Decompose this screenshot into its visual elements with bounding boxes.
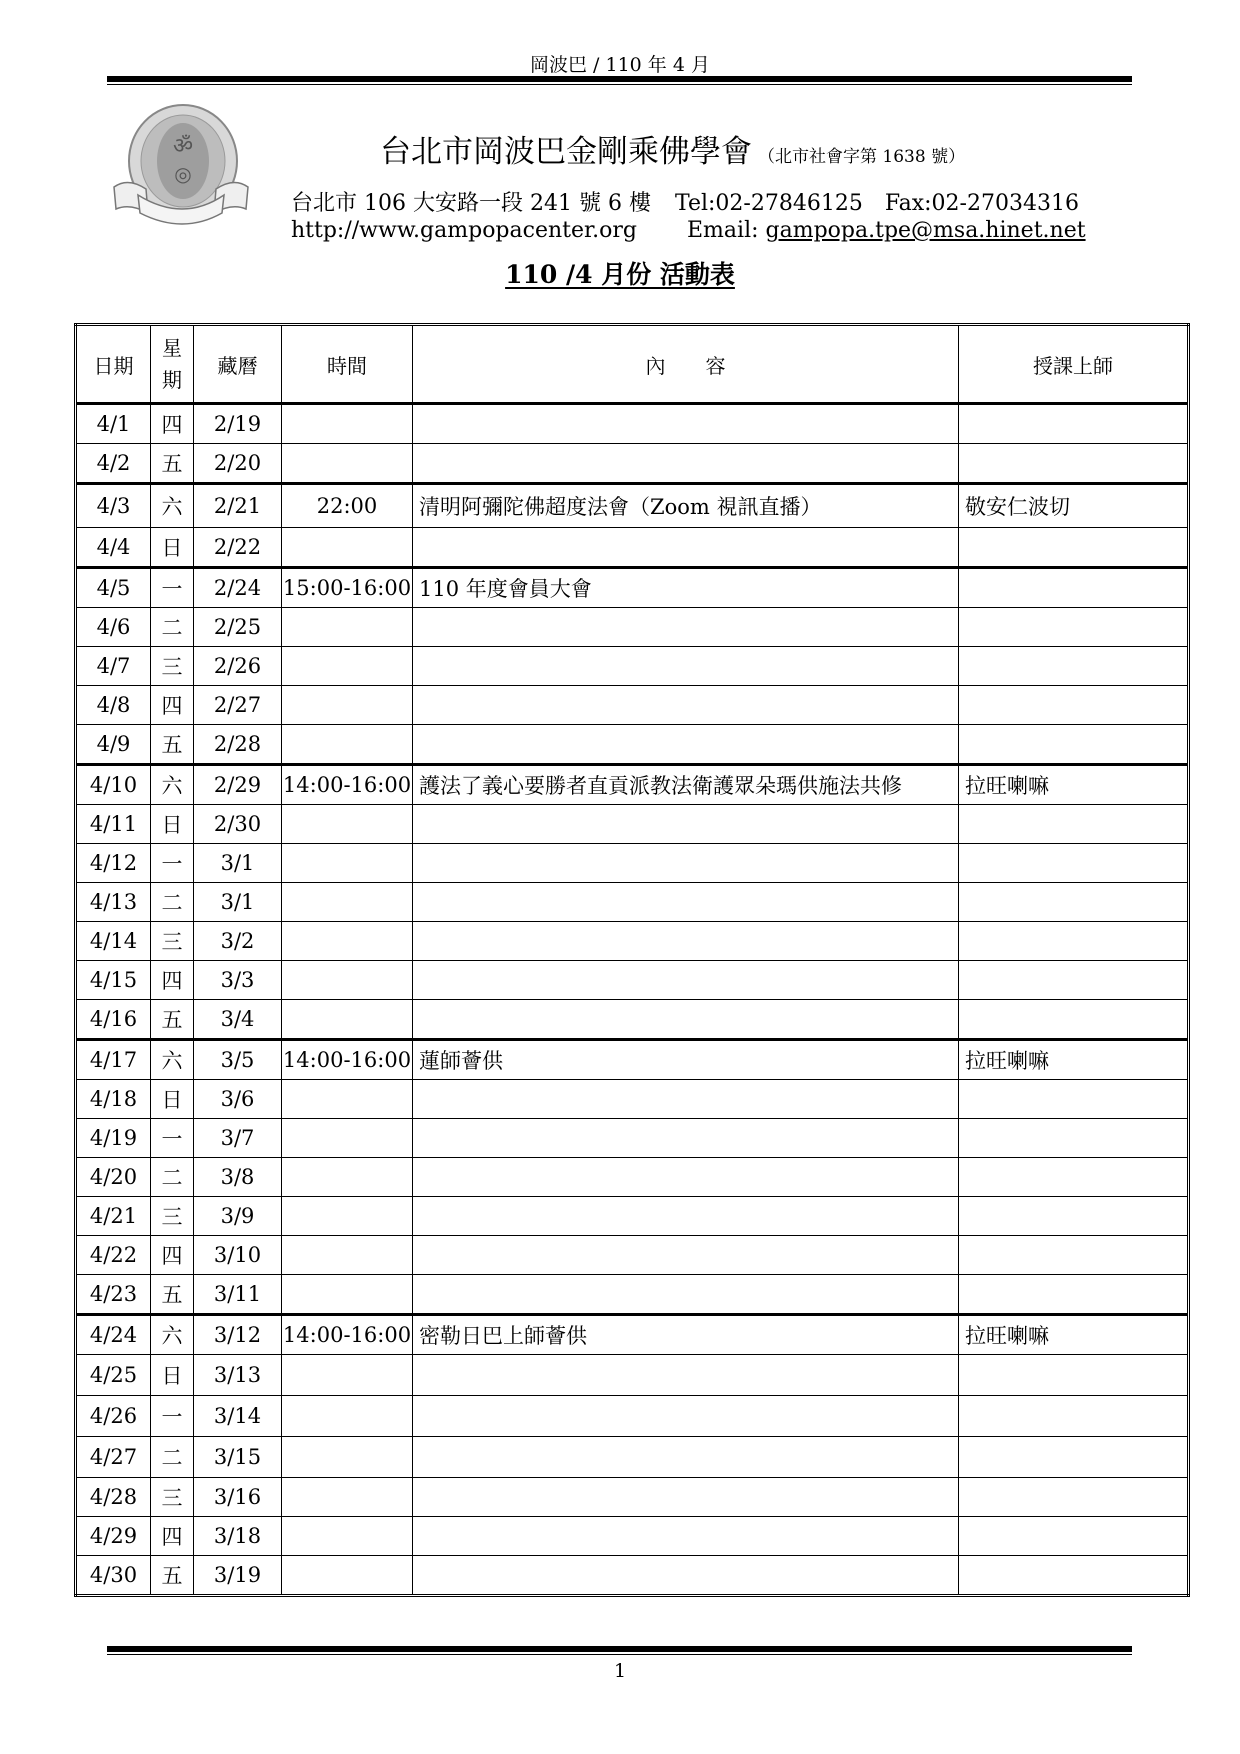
- cell-teacher: [959, 528, 1189, 568]
- table-row: [76, 961, 1189, 1000]
- header-tibetan-calendar: 藏曆: [194, 325, 282, 404]
- contact-line: [291, 186, 1079, 217]
- table-row: [76, 1000, 1189, 1040]
- cell-content: [413, 1478, 959, 1517]
- cell-weekday: 日: [151, 1355, 194, 1396]
- cell-time: [282, 1236, 413, 1275]
- header-time: 時間: [282, 325, 413, 404]
- table-row: [76, 1040, 1189, 1080]
- cell-teacher: [959, 1517, 1189, 1556]
- cell-tibetan: 3/6: [194, 1080, 282, 1119]
- table-row: [76, 1478, 1189, 1517]
- cell-date: 4/9: [76, 725, 151, 765]
- table-row: [76, 922, 1189, 961]
- cell-time: [282, 404, 413, 444]
- cell-time: [282, 1556, 413, 1596]
- schedule-title-text: 110 /4 月份 活動表: [505, 260, 735, 289]
- cell-time: [282, 647, 413, 686]
- cell-weekday: 四: [151, 404, 194, 444]
- cell-content: [413, 1437, 959, 1478]
- organization-name: [380, 126, 965, 171]
- cell-content: [413, 444, 959, 484]
- cell-teacher: [959, 961, 1189, 1000]
- cell-content: 密勒日巴上師薈供: [413, 1315, 959, 1355]
- cell-weekday: 四: [151, 1236, 194, 1275]
- header-weekday-bottom: 期: [162, 368, 182, 392]
- cell-date: 4/7: [76, 647, 151, 686]
- cell-content: [413, 1236, 959, 1275]
- cell-tibetan: 3/3: [194, 961, 282, 1000]
- cell-date: 4/19: [76, 1119, 151, 1158]
- cell-teacher: [959, 1080, 1189, 1119]
- cell-tibetan: 2/22: [194, 528, 282, 568]
- cell-date: 4/8: [76, 686, 151, 725]
- cell-weekday: 四: [151, 1517, 194, 1556]
- cell-teacher: [959, 1236, 1189, 1275]
- cell-teacher: [959, 647, 1189, 686]
- cell-time: 14:00-16:00: [282, 1040, 413, 1080]
- cell-tibetan: 3/2: [194, 922, 282, 961]
- cell-tibetan: 2/20: [194, 444, 282, 484]
- cell-date: 4/6: [76, 608, 151, 647]
- cell-date: 4/4: [76, 528, 151, 568]
- header-teacher: 授課上師: [959, 325, 1189, 404]
- table-row: [76, 883, 1189, 922]
- table-row: [76, 1119, 1189, 1158]
- cell-date: 4/11: [76, 805, 151, 844]
- cell-teacher: [959, 725, 1189, 765]
- cell-tibetan: 3/1: [194, 844, 282, 883]
- organization-name-text: 台北市岡波巴金剛乘佛學會: [380, 134, 752, 170]
- website-link[interactable]: http://www.gampopacenter.org: [291, 218, 637, 243]
- table-row: [76, 444, 1189, 484]
- cell-time: [282, 725, 413, 765]
- cell-tibetan: 2/28: [194, 725, 282, 765]
- cell-date: 4/23: [76, 1275, 151, 1315]
- cell-weekday: 五: [151, 725, 194, 765]
- cell-weekday: 一: [151, 844, 194, 883]
- cell-date: 4/13: [76, 883, 151, 922]
- cell-content: [413, 686, 959, 725]
- cell-tibetan: 3/9: [194, 1197, 282, 1236]
- cell-content: [413, 528, 959, 568]
- cell-weekday: 日: [151, 805, 194, 844]
- cell-content: [413, 1080, 959, 1119]
- table-row: [76, 1236, 1189, 1275]
- cell-content: [413, 725, 959, 765]
- cell-weekday: 二: [151, 883, 194, 922]
- cell-content: [413, 1556, 959, 1596]
- cell-weekday: 日: [151, 528, 194, 568]
- cell-content: [413, 1355, 959, 1396]
- cell-date: 4/24: [76, 1315, 151, 1355]
- table-row: [76, 1396, 1189, 1437]
- cell-weekday: 六: [151, 1315, 194, 1355]
- cell-time: [282, 1197, 413, 1236]
- cell-content: 護法了義心要勝者直貢派教法衛護眾朵瑪供施法共修: [413, 765, 959, 805]
- web-line: [291, 218, 1086, 243]
- table-header-row: [76, 325, 1189, 404]
- schedule-table: [74, 323, 1190, 1597]
- cell-tibetan: 3/18: [194, 1517, 282, 1556]
- cell-date: 4/14: [76, 922, 151, 961]
- cell-tibetan: 3/7: [194, 1119, 282, 1158]
- table-row: [76, 1275, 1189, 1315]
- cell-weekday: 五: [151, 444, 194, 484]
- table-row: [76, 686, 1189, 725]
- cell-time: [282, 1275, 413, 1315]
- cell-tibetan: 3/14: [194, 1396, 282, 1437]
- cell-time: [282, 1396, 413, 1437]
- cell-teacher: 拉旺喇嘛: [959, 1040, 1189, 1080]
- cell-weekday: 三: [151, 1478, 194, 1517]
- table-row: [76, 805, 1189, 844]
- cell-date: 4/26: [76, 1396, 151, 1437]
- cell-weekday: 二: [151, 1437, 194, 1478]
- cell-teacher: [959, 1119, 1189, 1158]
- cell-weekday: 三: [151, 922, 194, 961]
- cell-date: 4/25: [76, 1355, 151, 1396]
- cell-date: 4/3: [76, 484, 151, 528]
- cell-time: [282, 961, 413, 1000]
- cell-time: [282, 1478, 413, 1517]
- header-date: 日期: [76, 325, 151, 404]
- cell-tibetan: 3/5: [194, 1040, 282, 1080]
- table-row: [76, 1556, 1189, 1596]
- cell-teacher: [959, 608, 1189, 647]
- svg-text:ॐ: ॐ: [172, 134, 194, 159]
- cell-teacher: [959, 805, 1189, 844]
- cell-date: 4/15: [76, 961, 151, 1000]
- schedule-title: [0, 255, 1240, 291]
- cell-time: [282, 444, 413, 484]
- cell-time: [282, 805, 413, 844]
- cell-teacher: [959, 1275, 1189, 1315]
- cell-content: [413, 883, 959, 922]
- cell-time: [282, 528, 413, 568]
- cell-time: [282, 1080, 413, 1119]
- cell-tibetan: 2/29: [194, 765, 282, 805]
- cell-tibetan: 3/16: [194, 1478, 282, 1517]
- cell-time: [282, 686, 413, 725]
- cell-teacher: [959, 1158, 1189, 1197]
- cell-time: 15:00-16:00: [282, 568, 413, 608]
- cell-teacher: 拉旺喇嘛: [959, 765, 1189, 805]
- cell-teacher: [959, 444, 1189, 484]
- cell-weekday: 三: [151, 647, 194, 686]
- cell-content: [413, 1275, 959, 1315]
- cell-teacher: [959, 404, 1189, 444]
- table-row: [76, 1080, 1189, 1119]
- cell-content: [413, 1158, 959, 1197]
- organization-logo-icon: [108, 103, 254, 229]
- table-row: [76, 725, 1189, 765]
- page-number: 1: [613, 1660, 627, 1682]
- cell-tibetan: 3/11: [194, 1275, 282, 1315]
- cell-weekday: 六: [151, 484, 194, 528]
- cell-content: [413, 805, 959, 844]
- cell-time: 14:00-16:00: [282, 765, 413, 805]
- cell-date: 4/29: [76, 1517, 151, 1556]
- cell-time: [282, 844, 413, 883]
- cell-time: [282, 1119, 413, 1158]
- cell-tibetan: 2/30: [194, 805, 282, 844]
- cell-date: 4/18: [76, 1080, 151, 1119]
- cell-weekday: 六: [151, 765, 194, 805]
- cell-teacher: [959, 883, 1189, 922]
- cell-tibetan: 2/24: [194, 568, 282, 608]
- cell-time: 14:00-16:00: [282, 1315, 413, 1355]
- cell-teacher: 拉旺喇嘛: [959, 1315, 1189, 1355]
- tel-fax: Tel:02-27846125 Fax:02-27034316: [675, 191, 1079, 216]
- cell-weekday: 五: [151, 1275, 194, 1315]
- table-body: [76, 404, 1189, 1596]
- table-row: [76, 484, 1189, 528]
- table-row: [76, 1197, 1189, 1236]
- running-head: 岡波巴 / 110 年 4 月: [530, 54, 710, 76]
- cell-content: [413, 844, 959, 883]
- cell-tibetan: 3/4: [194, 1000, 282, 1040]
- table-row: [76, 1158, 1189, 1197]
- header-weekday-top: 星: [162, 336, 182, 360]
- cell-teacher: [959, 1000, 1189, 1040]
- table-row: [76, 1315, 1189, 1355]
- cell-content: 110 年度會員大會: [413, 568, 959, 608]
- cell-date: 4/30: [76, 1556, 151, 1596]
- table-row: [76, 647, 1189, 686]
- cell-weekday: 三: [151, 1197, 194, 1236]
- cell-content: [413, 608, 959, 647]
- cell-tibetan: 3/10: [194, 1236, 282, 1275]
- svg-text:◎: ◎: [174, 162, 192, 186]
- cell-weekday: 日: [151, 1080, 194, 1119]
- table-row: [76, 608, 1189, 647]
- cell-time: [282, 1517, 413, 1556]
- top-rule: [107, 76, 1132, 85]
- cell-weekday: 二: [151, 608, 194, 647]
- cell-content: [413, 404, 959, 444]
- table-row: [76, 765, 1189, 805]
- cell-content: [413, 647, 959, 686]
- cell-content: [413, 1197, 959, 1236]
- cell-date: 4/16: [76, 1000, 151, 1040]
- cell-date: 4/22: [76, 1236, 151, 1275]
- cell-content: [413, 961, 959, 1000]
- cell-date: 4/20: [76, 1158, 151, 1197]
- cell-tibetan: 2/19: [194, 404, 282, 444]
- cell-time: [282, 1437, 413, 1478]
- cell-time: [282, 1355, 413, 1396]
- cell-date: 4/12: [76, 844, 151, 883]
- cell-tibetan: 3/1: [194, 883, 282, 922]
- cell-date: 4/28: [76, 1478, 151, 1517]
- cell-tibetan: 3/13: [194, 1355, 282, 1396]
- table-row: [76, 1437, 1189, 1478]
- cell-weekday: 五: [151, 1000, 194, 1040]
- table-row: [76, 528, 1189, 568]
- cell-date: 4/17: [76, 1040, 151, 1080]
- bottom-rule: [107, 1646, 1132, 1655]
- cell-content: [413, 1396, 959, 1437]
- cell-date: 4/1: [76, 404, 151, 444]
- cell-teacher: [959, 1437, 1189, 1478]
- cell-tibetan: 2/21: [194, 484, 282, 528]
- cell-teacher: [959, 1355, 1189, 1396]
- cell-time: 22:00: [282, 484, 413, 528]
- cell-time: [282, 608, 413, 647]
- table-row: [76, 1517, 1189, 1556]
- cell-content: 清明阿彌陀佛超度法會（Zoom 視訊直播）: [413, 484, 959, 528]
- cell-weekday: 四: [151, 961, 194, 1000]
- cell-teacher: [959, 922, 1189, 961]
- cell-teacher: 敬安仁波切: [959, 484, 1189, 528]
- cell-teacher: [959, 844, 1189, 883]
- cell-time: [282, 922, 413, 961]
- cell-content: [413, 1119, 959, 1158]
- cell-time: [282, 1158, 413, 1197]
- table-row: [76, 568, 1189, 608]
- cell-teacher: [959, 1478, 1189, 1517]
- cell-time: [282, 1000, 413, 1040]
- cell-weekday: 一: [151, 568, 194, 608]
- table-row: [76, 1355, 1189, 1396]
- cell-content: [413, 1517, 959, 1556]
- cell-tibetan: 3/12: [194, 1315, 282, 1355]
- cell-tibetan: 3/15: [194, 1437, 282, 1478]
- cell-teacher: [959, 568, 1189, 608]
- address: 台北市 106 大安路一段 241 號 6 樓: [291, 191, 651, 216]
- cell-weekday: 一: [151, 1396, 194, 1437]
- cell-weekday: 六: [151, 1040, 194, 1080]
- email-link[interactable]: gampopa.tpe@msa.hinet.net: [765, 218, 1086, 243]
- registration-number: （北市社會字第 1638 號）: [758, 147, 966, 167]
- cell-content: 蓮師薈供: [413, 1040, 959, 1080]
- email-label: Email:: [687, 218, 766, 243]
- cell-teacher: [959, 686, 1189, 725]
- cell-date: 4/5: [76, 568, 151, 608]
- cell-weekday: 二: [151, 1158, 194, 1197]
- cell-weekday: 一: [151, 1119, 194, 1158]
- cell-weekday: 四: [151, 686, 194, 725]
- cell-date: 4/10: [76, 765, 151, 805]
- cell-date: 4/2: [76, 444, 151, 484]
- cell-tibetan: 2/26: [194, 647, 282, 686]
- cell-teacher: [959, 1556, 1189, 1596]
- cell-content: [413, 922, 959, 961]
- cell-tibetan: 3/19: [194, 1556, 282, 1596]
- cell-content: [413, 1000, 959, 1040]
- header-weekday: [151, 325, 194, 404]
- table-row: [76, 404, 1189, 444]
- cell-date: 4/21: [76, 1197, 151, 1236]
- cell-teacher: [959, 1396, 1189, 1437]
- cell-weekday: 五: [151, 1556, 194, 1596]
- cell-tibetan: 2/27: [194, 686, 282, 725]
- cell-date: 4/27: [76, 1437, 151, 1478]
- cell-teacher: [959, 1197, 1189, 1236]
- cell-time: [282, 883, 413, 922]
- cell-tibetan: 3/8: [194, 1158, 282, 1197]
- header-content: 內 容: [413, 325, 959, 404]
- table-row: [76, 844, 1189, 883]
- cell-tibetan: 2/25: [194, 608, 282, 647]
